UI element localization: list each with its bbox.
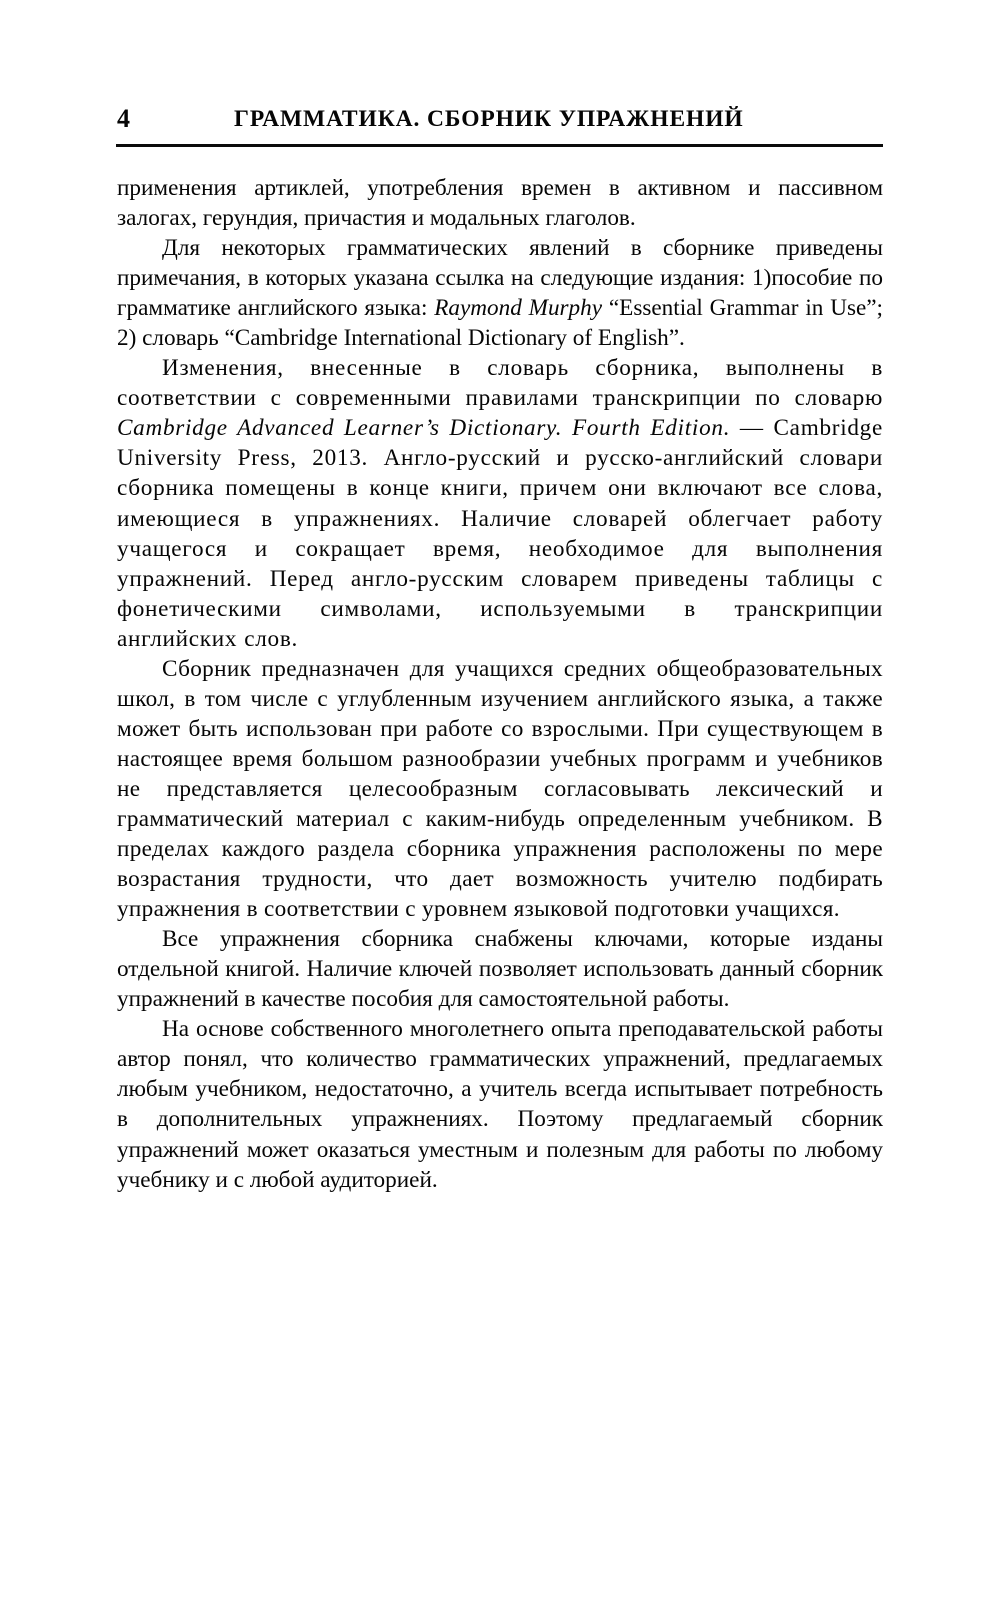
paragraph-text-run: Изменения, внесенные в словарь сборника, выполнены в соответствии с современными правилами транскрипции по словарю	[117, 355, 883, 412]
paragraph-text-run: “Essential Grammar in Use”; 2) словарь “Cambridge International Dictionary of English”.	[117, 295, 883, 352]
page-number: 4	[117, 104, 130, 133]
paragraph-text-run: — Cambridge University Press, 2013. Англо-русский и русско-английский словари сборника помещены в конце книги, причем они включают все слова, имеющиеся в упражнениях. Наличие словарей облегчает работу учащегося и сокращает время, необходимое для выполнения упражнений. Перед англо-русским словарем приведены таблицы с фонетическими символами, используемыми в транскрипции английских слов.	[117, 415, 884, 652]
paragraph-transcription-changes	[117, 353, 883, 653]
running-head	[117, 104, 883, 144]
paragraph-text-run: Для некоторых грамматических явлений в сборнике приведены примечания, в которых указана ссылка на следующие издания: 1)пособие по грамматике английского языка:	[117, 235, 883, 322]
paragraph-continuation: применения артиклей, употребления времен в активном и пассивном залогах, герундия, причастия и модальных глаголов.	[117, 175, 883, 232]
book-author-italic: Raymond Murphy	[434, 295, 603, 322]
paragraph-author-experience: На основе собственного многолетнего опыта преподавательской работы автор понял, что количество грамматических упражнений, предлагаемых любым учебником, недостаточно, а учитель всегда испытывает потребность в дополнительных упражнениях. Поэтому предлагаемый сборник упражнений может оказаться уместным и полезным для работы по любому учебнику и с любой аудиторией.	[117, 1016, 883, 1193]
header-rule-divider	[116, 144, 883, 147]
paragraph-answer-keys: Все упражнения сборника снабжены ключами, которые изданы отдельной книгой. Наличие ключей позволяет использовать данный сборник упражнений в качестве пособия для самостоятельной работы.	[117, 926, 883, 1013]
body-text-column	[117, 173, 883, 1195]
paragraph-notes-sources	[117, 233, 883, 353]
running-title: ГРАММАТИКА. СБОРНИК УПРАЖНЕНИЙ	[234, 106, 744, 132]
dictionary-title-italic: Cambridge Advanced Learner’s Dictionary. Fourth Edition.	[117, 415, 731, 442]
paragraph-intended-audience: Сборник предназначен для учащихся средних общеобразовательных школ, в том числе с углубленным изучением английского языка, а также может быть использован при работе со взрослыми. При существующем в настоящее время большом разнообразии учебных программ и учебников не представляется целесообразным согласовывать лексический и грамматический материал с каким-нибудь определенным учебником. В пределах каждого раздела сборника упражнения расположены по мере возрастания трудности, что дает возможность учителю подбирать упражнения в соответствии с уровнем языковой подготовки учащихся.	[117, 655, 883, 923]
